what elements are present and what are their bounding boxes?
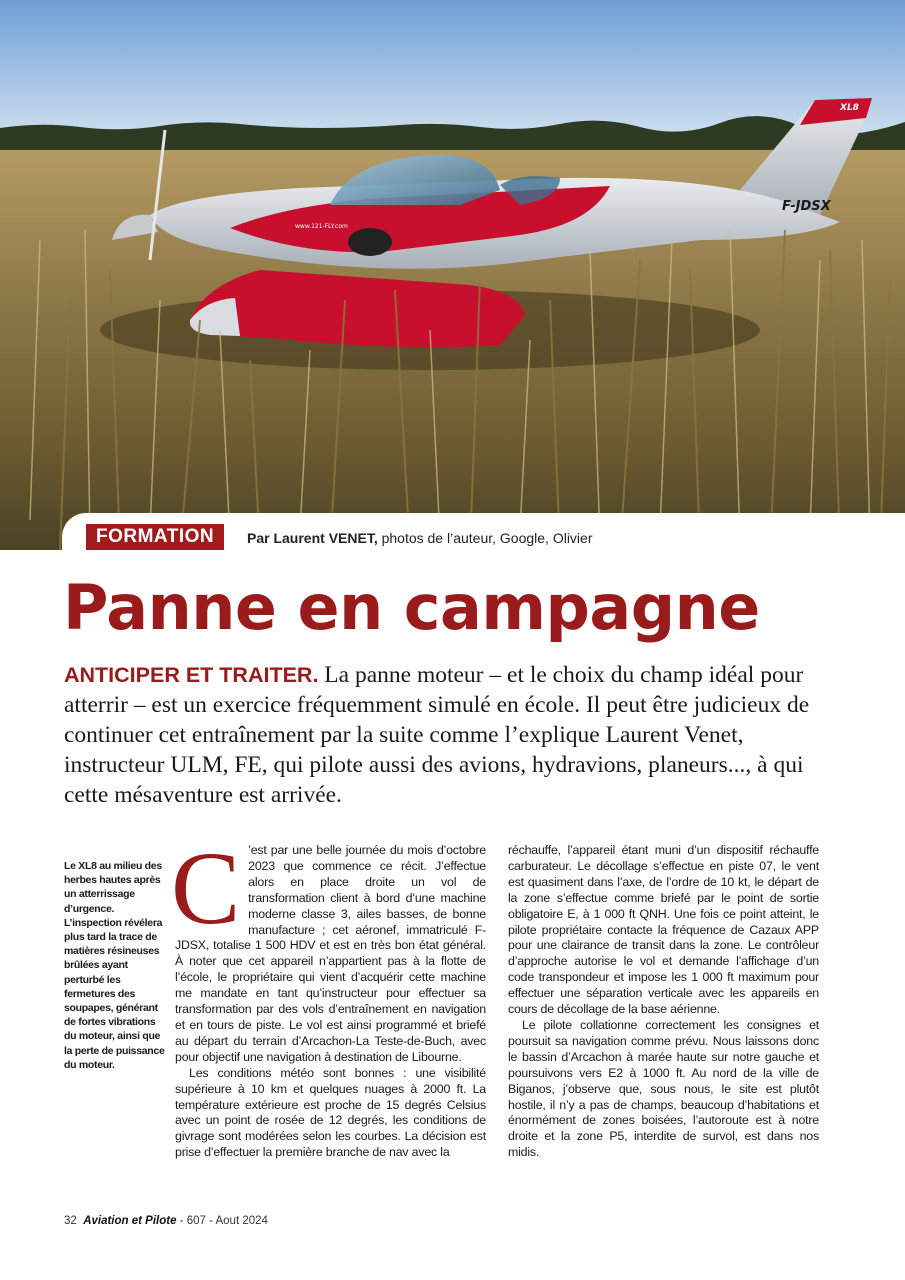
paragraph-1: ’est par une belle journée du mois d’octobre 2023 que commence ce récit. J’effectue alors en place droite un vol de transformation client à bord d’une machine moderne classe 3, ailes basses, de bonne manufacture ; cet aéronef, immatriculé F-JDSX, totalise 1 500 HDV et est en très bon état général. À noter que cet appareil n’appartient pas à la flotte de l’école, le propriétaire qui vient d’acquérir cette machine me mandate en tant qu’instructeur pour effectuer sa transformation par des vols d’entraînement en navigation et en tours de piste. Le vol est ainsi programmé et briefé au départ du terrain d’Arcachon-La Teste-de-Buch, avec pour objectif une navigation à destination de Libourne. xyxy=(175,843,486,1064)
fuselage-label: www.121-FLY.com xyxy=(295,223,348,230)
tail-label: XL8 xyxy=(840,103,859,113)
paragraph-3: réchauffe, l’appareil étant muni d’un dispositif réchauffe carburateur. Le décollage s’effectue en piste 07, le vent est quasiment dans l’axe, de l’ordre de 10 kt, le départ de la zone s’effectue comme briefé par le point de sortie obligatoire E, à 1 000 ft QNH. Une fois ce point atteint, le pilote propriétaire contacte la fréquence de Cazaux APP pour une clairance de transit dans la zone. Le contrôleur d’approche autorise le vol et demande l’affichage d’un code transpondeur et impose les 1 000 ft maximum pour effectuer une séparation verticale avec les appareils en cours de décollage de la base aérienne. xyxy=(508,843,819,1017)
article-column-2 xyxy=(508,843,819,1161)
photo-caption: Le XL8 au milieu des herbes hautes après un atterrissage d’urgence. L’inspection révélera plus tard la trace de matières résineuses brûlées ayant perturbé les fermetures des soupapes, générant de fortes vibrations du moteur, ainsi que la perte de puissance du moteur. xyxy=(64,860,165,1071)
section-tag: FORMATION xyxy=(86,524,224,550)
drop-cap: C xyxy=(171,831,241,946)
paragraph-4: Le pilote collationne correctement les consignes et poursuit sa navigation comme prévu. Nous laissons donc le bassin d’Arcachon à marée haute sur notre gauche et poursuivons vers E2 à 1000 ft. Au nord de la ville de Biganos, j’observe que, sous nous, le site est plutôt hostile, il n’y a pas de champs, beaucoup d’habitations et énormément de zones boisées, l’autoroute est à notre droite et la zone P5, interdite de survol, est dans nos midis. xyxy=(508,1017,819,1160)
page-footer xyxy=(64,1215,268,1227)
byline-credits: photos de l’auteur, Google, Olivier xyxy=(377,530,593,546)
hero-photo xyxy=(0,0,905,550)
byline-author: Par Laurent VENET, xyxy=(247,530,378,546)
issue-info: - 607 - Aout 2024 xyxy=(176,1215,268,1227)
registration-label: F-JDSX xyxy=(782,199,831,214)
lede-kicker: ANTICIPER ET TRAITER. xyxy=(64,663,319,687)
aircraft-in-field-illustration xyxy=(0,0,905,550)
article-lede xyxy=(64,660,844,810)
magazine-name: Aviation et Pilote xyxy=(83,1215,177,1227)
page-number: 32 xyxy=(64,1215,77,1227)
article-title: Panne en campagne xyxy=(63,571,760,644)
article-column-1 xyxy=(171,831,486,1161)
byline xyxy=(247,530,593,546)
lede-text: La panne moteur – et le choix du champ idéal pour atterrir – est un exercice fréquemment simulé en école. Il peut être judicieux de continuer cet entraînement par la suite comme l’explique Laurent Venet, instructeur ULM, FE, qui pilote aussi des avions, hydravions, planeurs..., à qui cette mésaventure est arrivée. xyxy=(64,662,810,808)
paragraph-2: Les conditions météo sont bonnes : une visibilité supérieure à 10 km et quelques nuages à 2000 ft. La température extérieure est proche de 15 degrés Celsius avec un point de rosée de 12 degrés, les conditions de givrage sont modérées selon les courbes. La décision est prise d’effectuer la première branche de nav avec la xyxy=(175,1065,486,1160)
